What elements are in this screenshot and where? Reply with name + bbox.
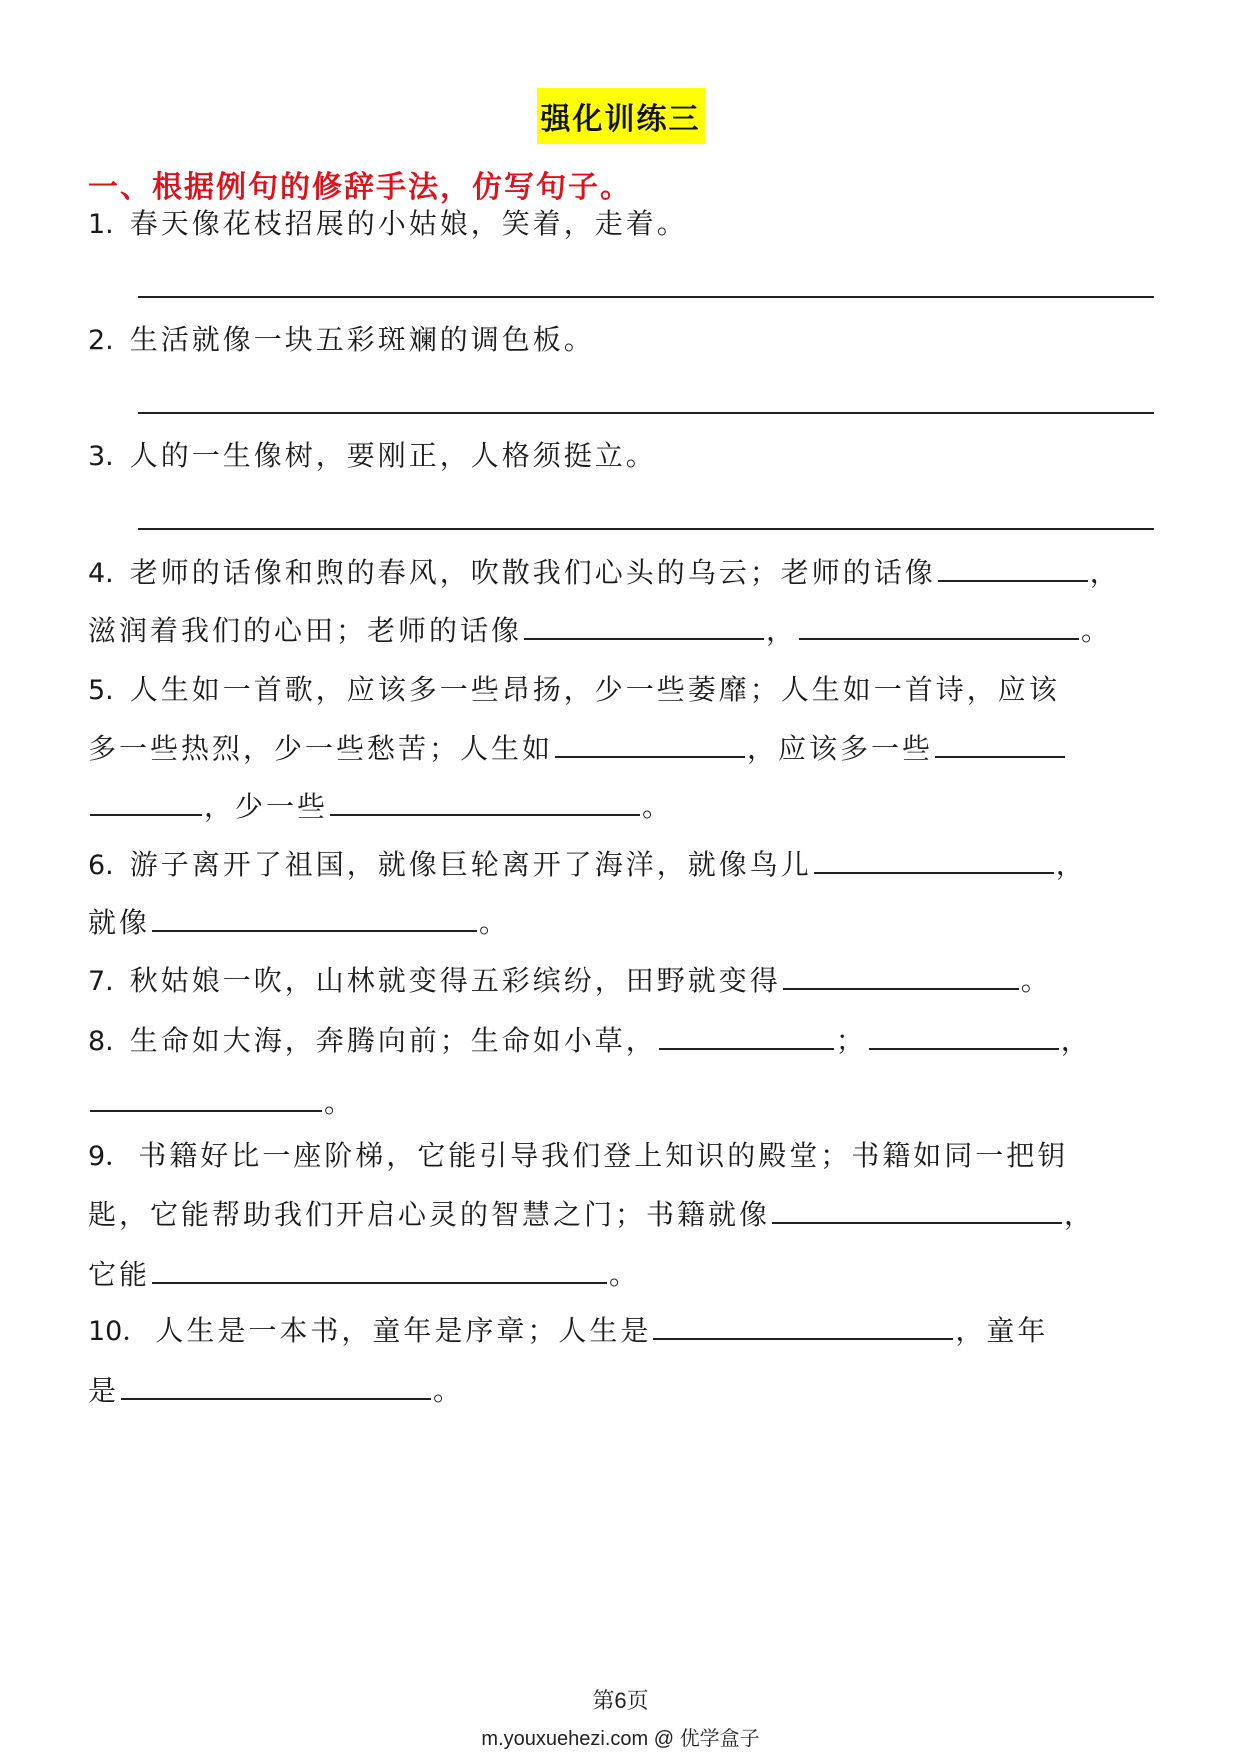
page-number: 第6页	[592, 1688, 649, 1713]
question-number: 9．	[88, 1141, 133, 1172]
question-text: ，应该多一些	[747, 732, 934, 765]
question-number: 7.	[88, 966, 114, 997]
question-text: ，	[1055, 848, 1087, 881]
question-text: 秋姑娘一吹，山林就变得五彩缤纷，田野就变得	[129, 964, 781, 997]
worksheet-title	[0, 88, 1241, 144]
answer-blank[interactable]	[653, 1310, 953, 1340]
answer-blank[interactable]	[90, 786, 202, 816]
question-text: ；	[835, 1024, 867, 1057]
question-text: ，	[1060, 1024, 1092, 1057]
answer-blank[interactable]	[121, 1370, 431, 1400]
question-5-line-3	[88, 786, 673, 827]
answer-blank[interactable]	[152, 902, 477, 932]
question-7	[88, 960, 1052, 1002]
answer-blank[interactable]	[555, 728, 745, 758]
question-text: 。	[1020, 964, 1052, 997]
question-text: 它能	[88, 1258, 151, 1291]
answer-blank[interactable]	[935, 728, 1065, 758]
question-2	[88, 320, 595, 361]
question-text: 人生是一本书，童年是序章；人生是	[155, 1314, 652, 1347]
answer-blank[interactable]	[152, 1254, 607, 1284]
question-4-line-2	[88, 610, 1112, 651]
question-text: 生活就像一块五彩斑斓的调色板。	[129, 323, 595, 356]
question-number: 5.	[88, 675, 114, 706]
answer-blank[interactable]	[659, 1020, 834, 1050]
question-text: 匙，它能帮助我们开启心灵的智慧之门；书籍就像	[88, 1198, 771, 1231]
question-text: 就像	[88, 906, 151, 939]
answer-blank[interactable]	[938, 552, 1088, 582]
answer-blank[interactable]	[524, 610, 764, 640]
question-6-line-2	[88, 902, 510, 943]
question-text: 。	[642, 790, 674, 823]
question-text: 书籍好比一座阶梯，它能引导我们登上知识的殿堂；书籍如同一把钥	[138, 1139, 1069, 1172]
title-highlight: 强化训练三	[537, 88, 705, 144]
question-1	[88, 204, 688, 245]
answer-blank[interactable]	[799, 610, 1079, 640]
question-text: 。	[433, 1374, 465, 1407]
site-watermark: m.youxuehezi.com @ 优学盒子	[481, 1728, 760, 1750]
answer-blank[interactable]	[869, 1020, 1059, 1050]
question-text: 。	[324, 1086, 356, 1119]
question-text: ，少一些	[204, 790, 329, 823]
question-5	[88, 670, 1060, 711]
answer-blank[interactable]	[814, 844, 1054, 874]
question-text: 老师的话像和煦的春风，吹散我们心头的乌云；老师的话像	[129, 556, 936, 589]
question-text: ，	[1064, 1198, 1096, 1231]
answer-blank[interactable]	[783, 960, 1019, 990]
answer-blank[interactable]	[90, 1082, 322, 1112]
question-3	[88, 436, 657, 477]
question-5-line-2	[88, 728, 1067, 769]
question-number: 10．	[88, 1316, 150, 1347]
question-text: 人的一生像树，要刚正，人格须挺立。	[129, 439, 657, 472]
question-number: 1.	[88, 209, 114, 240]
answer-line-1[interactable]	[138, 296, 1154, 298]
question-4	[88, 552, 1121, 594]
question-text: 。	[609, 1258, 641, 1291]
question-text: 生命如大海，奔腾向前；生命如小草，	[129, 1024, 657, 1057]
question-8	[88, 1020, 1092, 1062]
question-number: 8.	[88, 1026, 114, 1057]
question-number: 3.	[88, 441, 114, 472]
question-9-line-3	[88, 1254, 640, 1295]
question-text: 滋润着我们的心田；老师的话像	[88, 614, 523, 647]
question-number: 6.	[88, 850, 114, 881]
question-text: 人生如一首歌，应该多一些昂扬，少一些萎靡；人生如一首诗，应该	[129, 673, 1060, 706]
question-6	[88, 844, 1087, 886]
question-8-line-2	[88, 1082, 355, 1123]
question-text: 多一些热烈，少一些愁苦；人生如	[88, 732, 554, 765]
question-text: ，童年	[955, 1314, 1049, 1347]
question-text: 游子离开了祖国，就像巨轮离开了海洋，就像鸟儿	[129, 848, 812, 881]
answer-blank[interactable]	[772, 1194, 1062, 1224]
question-text: ，	[1089, 556, 1121, 589]
question-text: 是	[88, 1374, 120, 1407]
question-10	[88, 1310, 1048, 1352]
answer-blank[interactable]	[330, 786, 640, 816]
question-9	[88, 1136, 1068, 1177]
question-9-line-2	[88, 1194, 1095, 1235]
answer-line-3[interactable]	[138, 528, 1154, 530]
question-number: 4.	[88, 558, 114, 589]
section-heading: 一、根据例句的修辞手法，仿写句子。	[88, 170, 632, 205]
question-text: 。	[479, 906, 511, 939]
question-10-line-2	[88, 1370, 464, 1411]
question-text: ，	[766, 614, 798, 647]
question-number: 2.	[88, 325, 114, 356]
question-text: 。	[1081, 614, 1113, 647]
question-text: 春天像花枝招展的小姑娘，笑着，走着。	[129, 207, 688, 240]
answer-line-2[interactable]	[138, 412, 1154, 414]
